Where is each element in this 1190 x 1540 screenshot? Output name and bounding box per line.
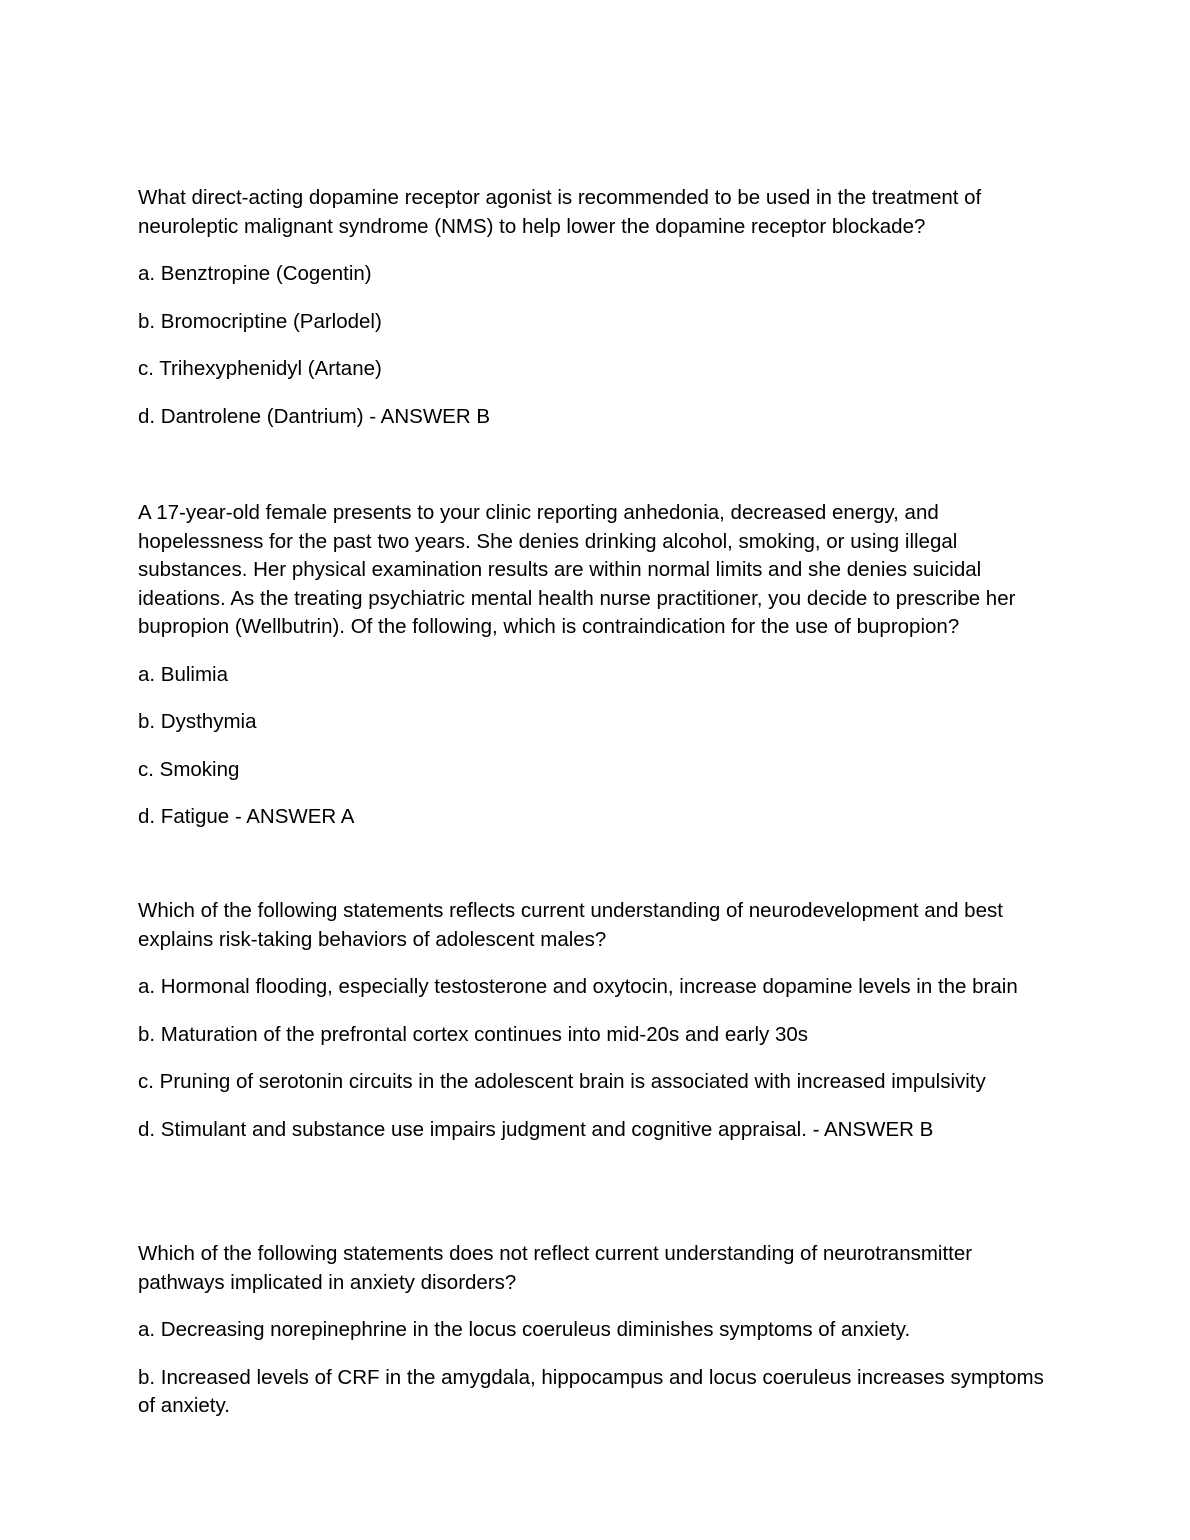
question-4 <box>138 1240 1053 1440</box>
answer-option: a. Hormonal flooding, especially testosterone and oxytocin, increase dopamine levels in the brain <box>138 975 1018 998</box>
answer-option: b. Bromocriptine (Parlodel) <box>138 309 382 333</box>
answer-option: a. Benztropine (Cogentin) <box>138 262 372 285</box>
question-text: Which of the following statements reflects current understanding of neurodevelopment and best explains risk-taking behaviors of adolescent males? <box>138 899 1003 951</box>
answer-option: a. Decreasing norepinephrine in the locus coeruleus diminishes symptoms of anxiety. <box>138 1318 911 1341</box>
question-1 <box>138 184 1053 450</box>
answer-option: d. Dantrolene (Dantrium) - ANSWER B <box>138 404 491 428</box>
question-text: A 17-year-old female presents to your clinic reporting anhedonia, decreased energy, and hopelessness for the past two years. She denies drinking alcohol, smoking, or using illegal substances. Her physical examination results are within normal limits and she denies suicidal ideations. As the treating psychiatric mental health nurse practitioner, you decide to prescribe her bupropion (Wellbutrin). Of the following, which is contraindication for the use of bupropion? <box>138 501 1016 638</box>
answer-option: a. Bulimia <box>138 662 229 686</box>
answer-option: c. Trihexyphenidyl (Artane) <box>138 357 382 380</box>
answer-option: d. Fatigue - ANSWER A <box>138 805 355 828</box>
answer-option: c. Smoking <box>138 757 240 781</box>
answer-option: b. Increased levels of CRF in the amygdala, hippocampus and locus coeruleus increases symptoms of anxiety. <box>138 1365 1044 1417</box>
question-2 <box>138 499 1053 851</box>
answer-option: d. Stimulant and substance use impairs judgment and cognitive appraisal. - ANSWER B <box>138 1117 934 1141</box>
question-text: Which of the following statements does not reflect current understanding of neurotransmitter pathways implicated in anxiety disorders? <box>138 1242 973 1294</box>
answer-option: c. Pruning of serotonin circuits in the adolescent brain is associated with increased impulsivity <box>138 1070 986 1093</box>
question-3 <box>138 897 1053 1163</box>
answer-option: b. Dysthymia <box>138 710 257 733</box>
answer-option: b. Maturation of the prefrontal cortex continues into mid-20s and early 30s <box>138 1022 809 1046</box>
question-text: What direct-acting dopamine receptor agonist is recommended to be used in the treatment of neuroleptic malignant syndrome (NMS) to help lower the dopamine receptor blockade? <box>138 186 982 238</box>
